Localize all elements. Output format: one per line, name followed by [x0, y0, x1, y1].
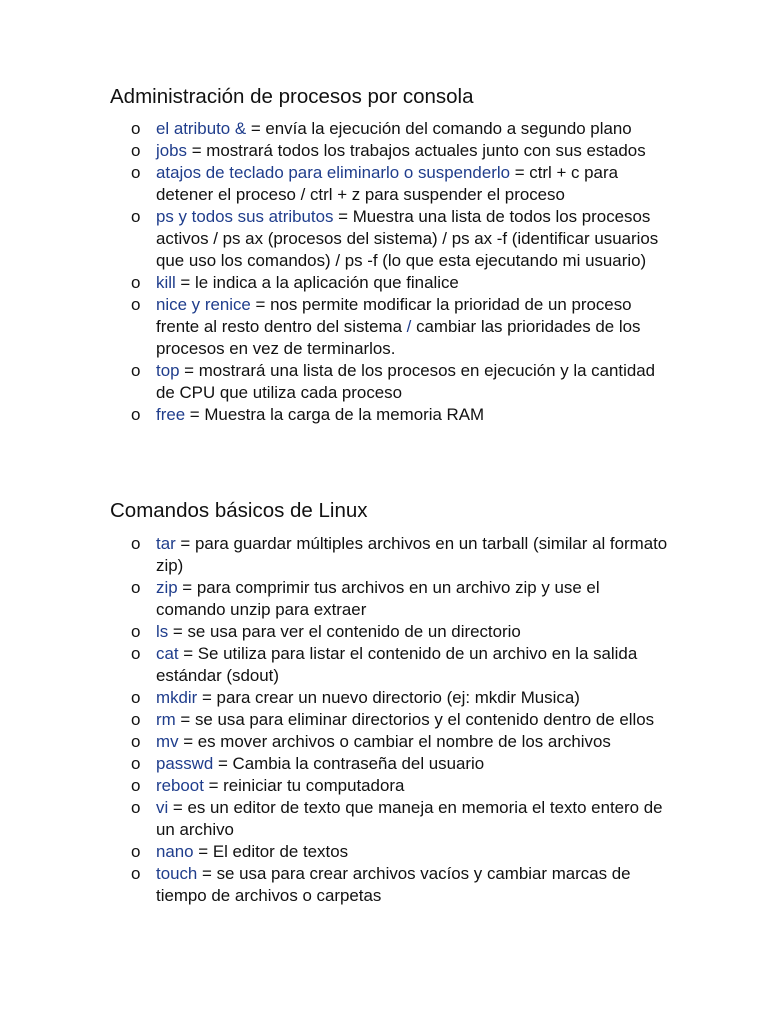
section-procesos — [110, 85, 670, 426]
list-item — [110, 797, 671, 841]
command-description: = para crear un nuevo directorio (ej: mkdir Musica) — [197, 688, 580, 707]
bullet-icon: o — [131, 688, 141, 707]
command-description: = se usa para eliminar directorios y el contenido dentro de ellos — [175, 710, 655, 729]
bullet-icon: o — [131, 163, 141, 182]
list-item — [110, 577, 671, 621]
command-term: top — [156, 361, 180, 380]
list-item — [110, 753, 671, 775]
section-heading: Comandos básicos de Linux — [110, 499, 368, 522]
command-description: = para guardar múltiples archivos en un tarball (similar al formato zip) — [156, 534, 668, 575]
command-description: = Se utiliza para listar el contenido de un archivo en la salida estándar (sdout) — [156, 644, 638, 685]
list-item — [110, 140, 671, 162]
command-description: = se usa para crear archivos vacíos y cambiar marcas de tiempo de archivos o carpetas — [156, 864, 631, 905]
command-description: = Cambia la contraseña del usuario — [213, 754, 485, 773]
command-term: mkdir — [156, 688, 198, 707]
command-description: = es un editor de texto que maneja en memoria el texto entero de un archivo — [156, 798, 663, 839]
bullet-icon: o — [131, 842, 141, 861]
command-description: = es mover archivos o cambiar el nombre de los archivos — [178, 732, 611, 751]
separator-slash: / — [406, 317, 412, 336]
command-term: nano — [156, 842, 194, 861]
command-term: cat — [156, 644, 179, 663]
bullet-icon: o — [131, 119, 141, 138]
list-item — [110, 841, 671, 863]
command-description: = ctrl + c para detener el proceso / ctrl + z para suspender el proceso — [156, 163, 618, 204]
bullet-icon: o — [131, 578, 141, 597]
list-item — [110, 621, 671, 643]
list-item — [110, 206, 671, 272]
command-description: = para comprimir tus archivos en un archivo zip y use el comando unzip para extraer — [156, 578, 600, 619]
command-term: kill — [156, 273, 176, 292]
list-item — [110, 360, 671, 404]
bullet-icon: o — [131, 534, 141, 553]
command-description: = Muestra una lista de todos los procesos activos / ps ax (procesos del sistema) / ps ax -f (identificar usuarios que uso los comandos) / ps -f (lo que esta ejecutando mi usuario) — [156, 207, 659, 270]
command-term: free — [156, 405, 186, 424]
command-term: nice y renice — [156, 295, 251, 314]
command-list — [110, 118, 670, 426]
command-term: mv — [156, 732, 179, 751]
command-description: = El editor de textos — [193, 842, 349, 861]
section-heading: Administración de procesos por consola — [110, 85, 474, 108]
bullet-icon: o — [131, 710, 141, 729]
command-term: atajos de teclado para eliminarlo o suspenderlo — [156, 163, 510, 182]
command-term: ls — [156, 622, 169, 641]
bullet-icon: o — [131, 273, 141, 292]
list-item — [110, 775, 671, 797]
bullet-icon: o — [131, 798, 141, 817]
list-item — [110, 687, 671, 709]
list-item — [110, 731, 671, 753]
command-term: el atributo & — [156, 119, 247, 138]
bullet-icon: o — [131, 405, 141, 424]
list-item — [110, 118, 671, 140]
section-comandos-basicos — [110, 499, 670, 907]
command-description: = reiniciar tu computadora — [203, 776, 405, 795]
command-description-continued: cambiar las prioridades de los procesos en vez de terminarlos. — [156, 317, 641, 358]
list-item — [110, 404, 671, 426]
command-term: rm — [156, 710, 176, 729]
list-item — [110, 533, 671, 577]
bullet-icon: o — [131, 295, 141, 314]
bullet-icon: o — [131, 776, 141, 795]
command-term: touch — [156, 864, 198, 883]
command-description: = mostrará todos los trabajos actuales junto con sus estados — [187, 141, 646, 160]
list-item — [110, 162, 671, 206]
bullet-icon: o — [131, 644, 141, 663]
command-term: reboot — [156, 776, 204, 795]
list-item — [110, 294, 671, 360]
command-description: = envía la ejecución del comando a segundo plano — [246, 119, 632, 138]
command-term: zip — [156, 578, 178, 597]
bullet-icon: o — [131, 361, 141, 380]
list-item — [110, 709, 671, 731]
command-description: = mostrará una lista de los procesos en ejecución y la cantidad de CPU que utiliza cada proceso — [156, 361, 656, 402]
bullet-icon: o — [131, 754, 141, 773]
command-term: vi — [156, 798, 169, 817]
list-item — [110, 643, 671, 687]
command-description: = le indica a la aplicación que finalice — [175, 273, 459, 292]
command-term: passwd — [156, 754, 214, 773]
command-description: = se usa para ver el contenido de un directorio — [168, 622, 521, 641]
command-term: ps y todos sus atributos — [156, 207, 334, 226]
command-list — [110, 533, 670, 907]
command-description: = nos permite modificar la prioridad de un proceso frente al resto dentro del sistema — [156, 295, 632, 336]
list-item — [110, 272, 671, 294]
bullet-icon: o — [131, 207, 141, 226]
command-term: tar — [156, 534, 176, 553]
list-item — [110, 863, 671, 907]
bullet-icon: o — [131, 864, 141, 883]
bullet-icon: o — [131, 141, 141, 160]
bullet-icon: o — [131, 622, 141, 641]
bullet-icon: o — [131, 732, 141, 751]
command-term: jobs — [156, 141, 187, 160]
command-description: = Muestra la carga de la memoria RAM — [185, 405, 485, 424]
